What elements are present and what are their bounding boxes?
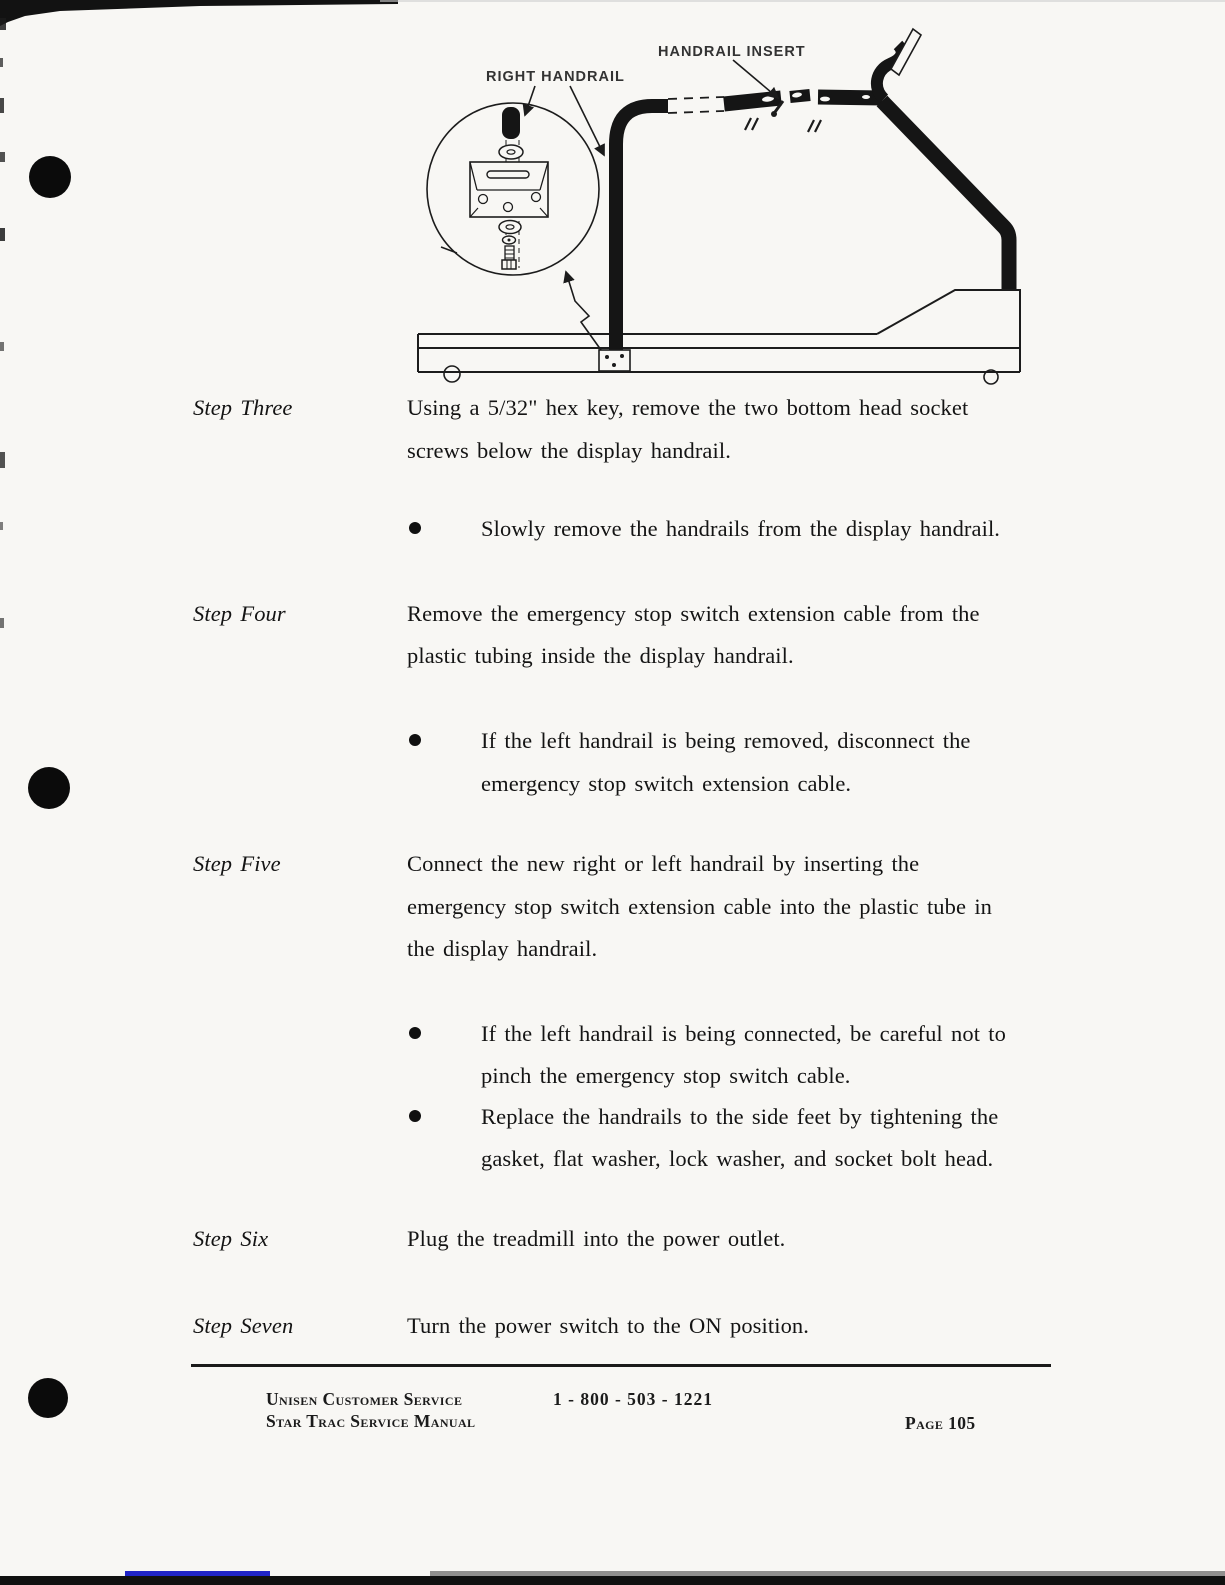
scan-edge-mark	[0, 522, 3, 530]
mounting-bracket	[470, 162, 548, 217]
lock-washer-hole	[508, 239, 511, 242]
step-five-line-2: emergency stop switch extension cable into the plastic tube in	[407, 894, 993, 919]
step-five-bullet-1-line-2: pinch the emergency stop switch cable.	[481, 1063, 851, 1088]
bullet-icon	[409, 522, 421, 534]
step-five-bullet-2-line-1: Replace the handrails to the side feet by tightening the	[481, 1104, 999, 1129]
treadmill-deck	[418, 334, 1020, 372]
display-lever	[891, 29, 921, 75]
scan-edge-mark	[0, 618, 4, 628]
tube-highlight-2	[820, 97, 830, 102]
step-six-label: Step Six	[193, 1226, 269, 1251]
bullet-icon	[409, 734, 421, 746]
arrow-handrail-insert	[733, 60, 778, 98]
scan-edge-mark	[0, 98, 4, 113]
treadmill-diagram	[0, 0, 1225, 400]
footer-page-number: Page 105	[905, 1413, 976, 1433]
step-four-bullet-1-line-2: emergency stop switch extension cable.	[481, 771, 852, 796]
display-mast	[882, 101, 1009, 289]
footer-org-line-1: Unisen Customer Service	[266, 1389, 463, 1409]
footer-phone: 1 - 800 - 503 - 1221	[553, 1389, 713, 1409]
step-seven-line-1: Turn the power switch to the ON position.	[407, 1313, 810, 1338]
scan-edge-mark	[0, 18, 6, 30]
ditto-marks	[745, 118, 821, 132]
step-three-line-1: Using a 5/32" hex key, remove the two bottom head socket	[407, 395, 969, 420]
bullet-icon	[409, 1027, 421, 1039]
scan-edge-mark	[0, 342, 4, 351]
washer-bottom	[499, 221, 521, 234]
handrail-dashed-segment	[668, 97, 724, 113]
step-four-bullet-1-line-1: If the left handrail is being removed, disconnect the	[481, 728, 971, 753]
footer-org-line-2: Star Trac Service Manual	[266, 1411, 476, 1431]
step-seven-label: Step Seven	[193, 1313, 294, 1338]
insert-screw-head	[771, 111, 777, 117]
scan-edge-mark	[0, 452, 5, 468]
step-three-line-2: screws below the display handrail.	[407, 438, 731, 463]
scan-edge-mark	[0, 152, 5, 162]
scan-top-bar	[0, 0, 398, 26]
handrail-end-cap	[502, 107, 520, 139]
label-handrail-insert: HANDRAIL INSERT	[658, 44, 806, 60]
step-five-line-3: the display handrail.	[407, 936, 598, 961]
scan-bottom-bar	[0, 1576, 1225, 1585]
hole-punch-dot	[28, 767, 70, 809]
scan-top-edge	[380, 0, 1225, 2]
step-five-bullet-1-line-1: If the left handrail is being connected, be careful not to	[481, 1021, 1006, 1046]
step-three-label: Step Three	[193, 395, 293, 420]
label-right-handrail: RIGHT HANDRAIL	[486, 69, 625, 85]
hole-punch-dot	[29, 156, 71, 198]
step-six-line-1: Plug the treadmill into the power outlet.	[407, 1226, 786, 1251]
washer-top	[499, 145, 523, 159]
step-four-line-2: plastic tubing inside the display handrail.	[407, 643, 794, 668]
step-three-bullet-1: Slowly remove the handrails from the display handrail.	[481, 516, 1001, 541]
bullet-icon	[409, 1110, 421, 1122]
handrail-mounting-plate	[599, 350, 630, 371]
step-four-line-1: Remove the emergency stop switch extension cable from the	[407, 601, 980, 626]
footer-rule	[191, 1364, 1051, 1367]
treadmill-wheel-left	[444, 366, 460, 382]
hole-punch-dot	[28, 1378, 68, 1418]
step-four-label: Step Four	[193, 601, 286, 626]
arrow-plate-to-detail-circle	[566, 272, 601, 350]
step-five-label: Step Five	[193, 851, 281, 876]
treadmill-housing	[877, 290, 1020, 372]
step-five-line-1: Connect the new right or left handrail by inserting the	[407, 851, 920, 876]
right-handrail-tube	[616, 106, 668, 351]
step-five-bullet-2-line-2: gasket, flat washer, lock washer, and socket bolt head.	[481, 1146, 994, 1171]
scan-edge-mark	[0, 228, 5, 241]
tube-highlight-3	[862, 95, 870, 99]
scan-edge-mark	[0, 58, 3, 67]
